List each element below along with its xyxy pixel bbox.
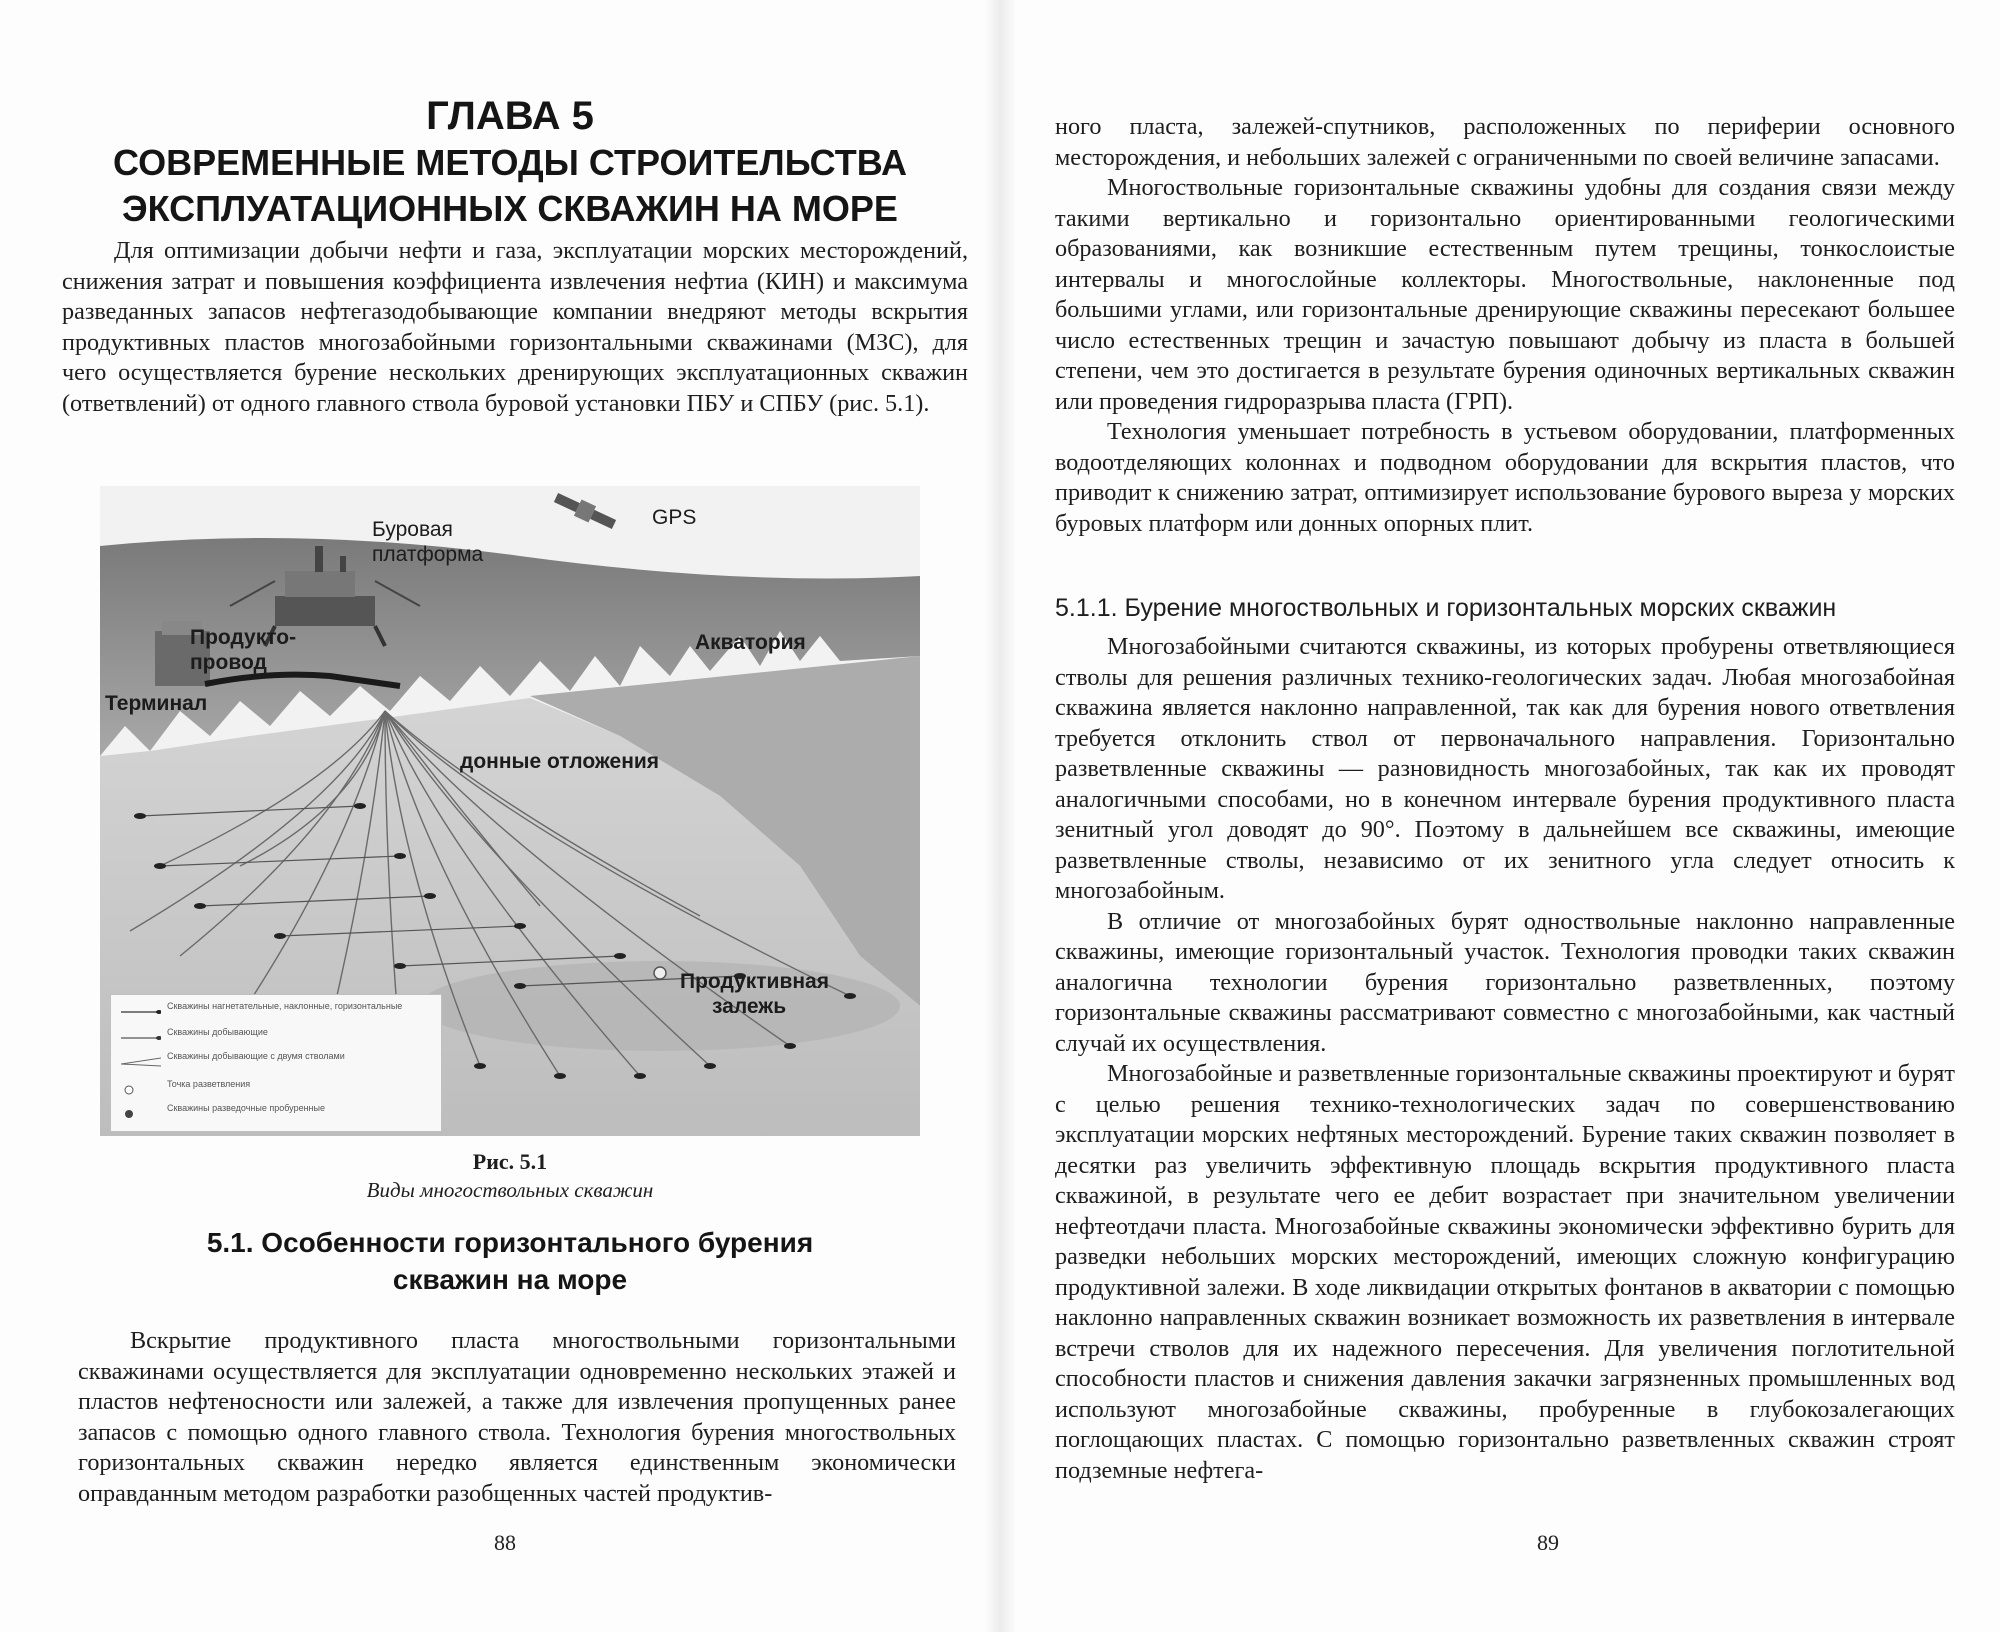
paragraph: Многозабойные и разветвленные горизонтальные скважины проектируют и бурят с целью решения технико-технологических задач по совершенствованию эксплуатации морских нефтяных месторождений. Бурение таких скважин позволяет в десятки раз увеличить эффективную площадь вскрытия продуктивного пласта скважиной, в результате чего ее дебит возрастает при значительном увеличении нефтеотдачи пласта. Многозабойные скважины экономически эффективно бурить для разведки небольших морских месторождений, имеющих сложную конфигурацию продуктивной залежи. В ходе ликвидации открытых фонтанов в акватории с помощью наклонно направленных скважин возникает возможность их разветвления в интервале встречи стволов для их надежного пересечения. Для увеличения поглотительной способности пластов и снижения давления закачки загрязненных промышленных вод используют многозабойные скважины, пробуренные в глубокозалегающих поглощающих пластах. С помощью горизонтально разветвленных скважин строят подземные нефтега- [1055,1060,1955,1484]
legend-item [111,1103,441,1123]
legend-text: Точка разветвления [167,1079,251,1089]
figure-legend [110,994,442,1132]
legend-symbol [121,1006,161,1018]
legend-item [111,1051,441,1071]
chapter-title: СОВРЕМЕННЫЕ МЕТОДЫ СТРОИТЕЛЬСТВА ЭКСПЛУАТАЦИОННЫХ СКВАЖИН НА МОРЕ [113,142,907,229]
left-page [0,0,985,1632]
legend-symbol [121,1056,161,1068]
legend-symbol [121,1032,161,1044]
paragraph: В отличие от многозабойных бурят одноствольные наклонно направленные скважины, имеющие горизонтальный участок. Технология проводки таких скважин аналогична технологии бурения горизонтально разветвленных, поэтому горизонтальные скважины рассматривают совместно с многозабойными, как частный случай их осуществления. [1055,907,1955,1057]
label-terminal: Терминал [105,692,208,715]
page-number-left: 88 [494,1530,516,1555]
page-number-right: 89 [1537,1530,1559,1555]
label-pipeline-1: Продукто- [190,626,297,649]
legend-item [111,1001,441,1021]
label-drilling-platform-1: Буровая [372,518,453,541]
label-reservoir-1: Продуктивная [680,970,829,993]
legend-symbol [121,1084,161,1096]
right-page [1015,0,2000,1632]
section-paragraph: Вскрытие продуктивного пласта многоствольными горизонтальными скважинами осуществляется для эксплуатации одновременно нескольких этажей и пластов нефтеносности или залежей, а также для извлечения пропущенных ранее запасов с помощью одного главного ствола. Технология бурения многоствольных горизонтальных скважин нередко является единственным экономически оправданным методом разработки разобщенных частей продуктив- [78,1327,956,1507]
paragraph: Технология уменьшает потребность в устьевом оборудовании, платформенных водоотделяющих колоннах и подводном оборудовании для вскрытия пластов, что приводит к снижению затрат, оптимизирует использование бурового выреза у морских буровых платформ или донных опорных плит. [1055,418,1955,537]
figure-caption [100,1148,920,1204]
paragraph: Многозабойными считаются скважины, из которых пробурены ответвляющиеся стволы для решения различных технико-геологических задач. Любая многозабойная скважина является наклонно направленной, так как для бурения нового ответвления требуется отклонить ствол от первоначального направления. Горизонтально разветвленные скважины — разновидность многозабойных, так как их проводят аналогичными способами, но в конечном интервале бурения продуктивного пласта зенитный угол доводят до 90°. Поэтому в дальнейшем все скважины, имеющие разветвленные стволы, независимо от их зенитного угла следует относить к многозабойным. [1055,633,1955,904]
branch-point-marker [654,967,666,979]
right-subsection-text [1055,632,1955,1486]
intro-paragraph: Для оптимизации добычи нефти и газа, эксплуатации морских месторождений, снижения затрат и повышения коэффициента извлечения нефтиа (КИН) и максимума разведанных запасов нефтегазодобывающие компании внедряют методы вскрытия продуктивных пластов многозабойными горизонтальными скважинами (МЗС), для чего осуществляется бурение нескольких дренирующих эксплуатационных скважин (ответвлений) от одного главного ствола буровой установки ПБУ и СПБУ (рис. 5.1). [62,237,968,417]
subsection-title: 5.1.1. Бурение многоствольных и горизонтальных морских скважин [1055,594,1837,622]
right-top-text [1055,112,1955,539]
section-title-line-1: 5.1. Особенности горизонтального бурения [206,1227,814,1258]
label-water-area: Акватория [695,631,806,654]
legend-text: Скважины добывающие с двумя стволами [167,1051,345,1061]
section-heading [100,1224,920,1298]
label-reservoir-2: залежь [712,995,787,1018]
book-gutter [985,0,1015,1632]
chapter-heading [95,92,925,232]
paragraph: ного пласта, залежей-спутников, расположенных по периферии основного месторождения, и небольших залежей с ограниченными по своей величине запасами. [1055,113,1955,171]
paragraph: Многоствольные горизонтальные скважины удобны для создания связи между такими вертикально и горизонтально ориентированными геологическими образованиями, как возникшие естественным путем трещины, тонкослоистые интервалы и многослойные коллекторы. Многоствольные, наклоненные под большими углами, или горизонтальные дренирующие скважины пересекают большее число естественных трещин и зачастую повышают добычу из пласта в большей степени, чем это достигается в результате бурения одиночных вертикальных скважин или проведения гидроразрыва пласта (ГРП). [1055,174,1955,415]
legend-symbol [121,1108,161,1120]
legend-item [111,1079,441,1099]
intro-text [62,236,968,419]
legend-text: Скважины разведочные пробуренные [167,1103,325,1113]
caption-title: Виды многоствольных скважин [366,1178,654,1202]
legend-item [111,1027,441,1047]
section-text [78,1326,956,1509]
label-bottom-sediments: донные отложения [460,750,660,773]
label-pipeline-2: провод [190,651,267,674]
label-drilling-platform-2: платформа [372,543,484,566]
legend-text: Скважины добывающие [167,1027,268,1037]
section-title-line-2: скважин на море [392,1264,628,1295]
label-gps: GPS [652,506,697,529]
legend-text: Скважины нагнетательные, наклонные, горизонтальные [167,1001,403,1011]
chapter-number: ГЛАВА 5 [426,94,594,138]
figure-5-1 [100,486,920,1136]
caption-number: Рис. 5.1 [472,1149,548,1174]
